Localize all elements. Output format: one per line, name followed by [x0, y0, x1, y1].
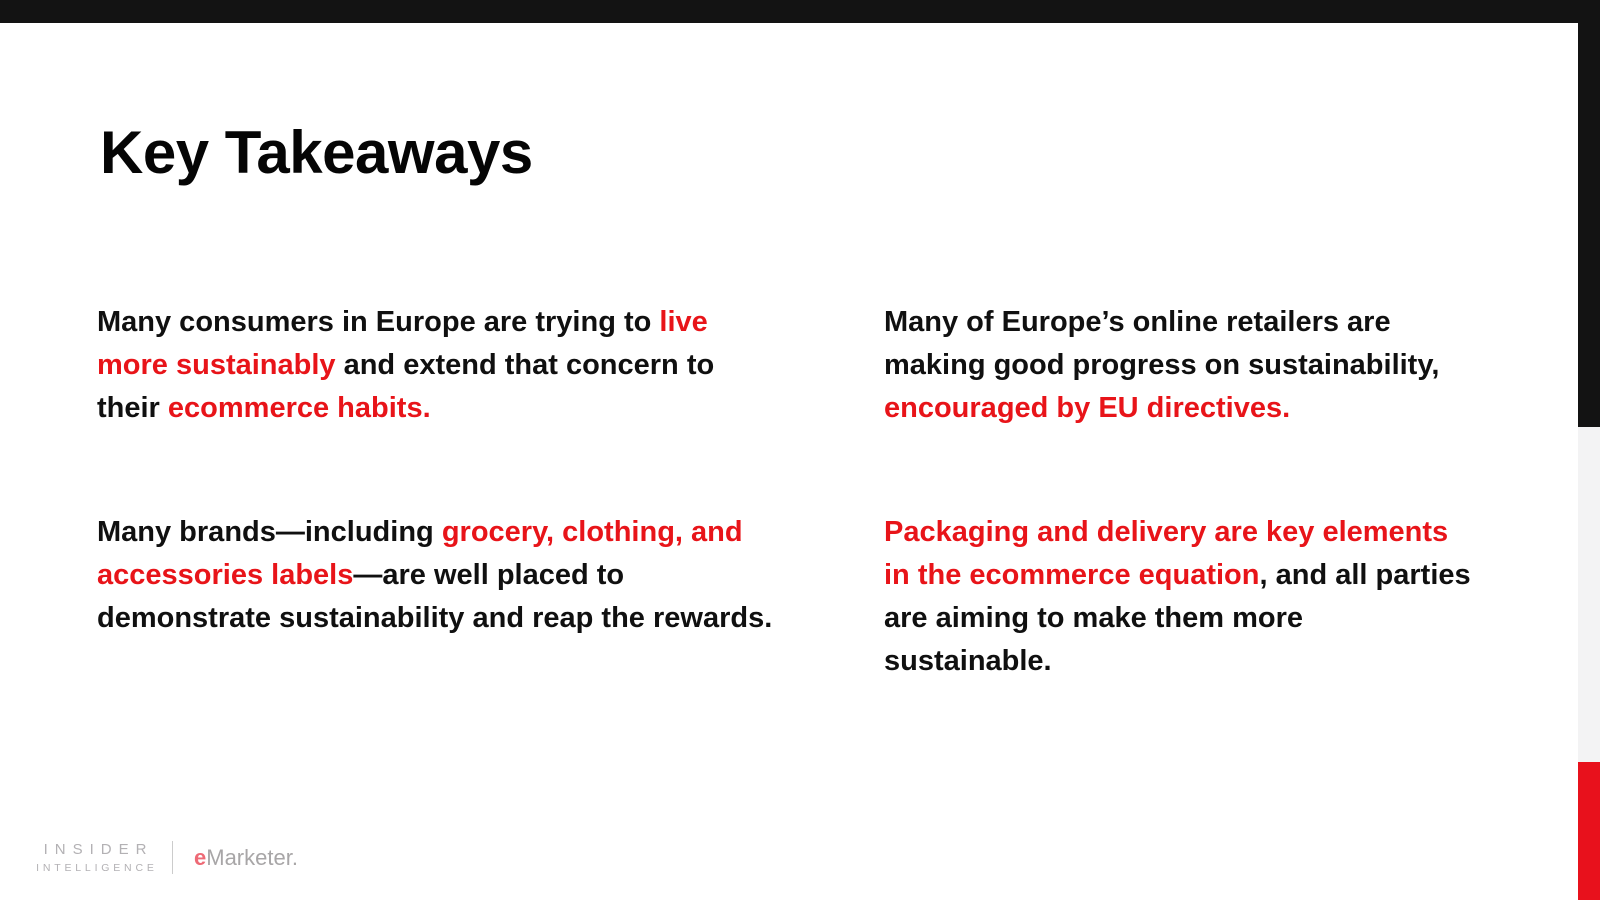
highlighted-phrase: Packaging and delivery are key elements [884, 516, 1449, 548]
takeaway-line [884, 344, 1439, 387]
logo-divider [172, 841, 173, 874]
right-edge-black-strip [1578, 0, 1600, 427]
takeaway-top-right [884, 301, 1439, 430]
body-text: , and all parties [1259, 559, 1471, 591]
emarketer-logo-e: e [194, 844, 207, 870]
right-edge-red-strip [1578, 762, 1600, 900]
highlighted-phrase: encouraged by EU directives. [884, 392, 1291, 424]
body-text: making good progress on sustainability, [884, 349, 1440, 381]
body-text: their [97, 392, 168, 424]
body-text: Many brands—including [97, 516, 442, 548]
takeaway-line [884, 640, 1471, 683]
takeaway-bottom-left [97, 511, 772, 640]
slide-title: Key Takeaways [100, 119, 533, 186]
body-text: —are well placed to [353, 559, 625, 591]
highlighted-phrase: live [659, 306, 708, 338]
body-text: are aiming to make them more [884, 602, 1304, 634]
insider-logo-line2: INTELLIGENCE [36, 862, 158, 874]
takeaway-line [884, 597, 1471, 640]
body-text: Many of Europe’s online retailers are [884, 306, 1391, 338]
footer-branding [30, 841, 298, 874]
takeaway-line [97, 344, 714, 387]
takeaway-line [97, 387, 714, 430]
highlighted-phrase: accessories labels [97, 559, 354, 591]
body-text: sustainable. [884, 645, 1052, 677]
highlighted-phrase: ecommerce habits. [167, 392, 431, 424]
body-text: demonstrate sustainability and reap the rewards. [97, 602, 773, 634]
body-text: Many consumers in Europe are trying to [97, 306, 660, 338]
takeaway-line [97, 511, 772, 554]
emarketer-logo [194, 845, 298, 871]
takeaway-line [97, 554, 772, 597]
highlighted-phrase: in the ecommerce equation [884, 559, 1260, 591]
top-black-bar [0, 0, 1600, 23]
takeaway-line [884, 387, 1439, 430]
highlighted-phrase: grocery, clothing, and [441, 516, 743, 548]
takeaway-line [884, 301, 1439, 344]
emarketer-logo-rest: Marketer. [206, 844, 298, 870]
takeaway-top-left [97, 301, 714, 430]
takeaway-line [884, 554, 1471, 597]
body-text: and extend that concern to [335, 349, 715, 381]
takeaway-line [884, 511, 1471, 554]
insider-logo-line1: INSIDER [43, 841, 154, 858]
takeaway-bottom-right [884, 511, 1471, 683]
takeaway-line [97, 301, 714, 344]
takeaway-line [97, 597, 772, 640]
highlighted-phrase: more sustainably [97, 349, 336, 381]
right-edge-gray-strip [1578, 427, 1600, 762]
insider-intelligence-logo [30, 841, 160, 874]
